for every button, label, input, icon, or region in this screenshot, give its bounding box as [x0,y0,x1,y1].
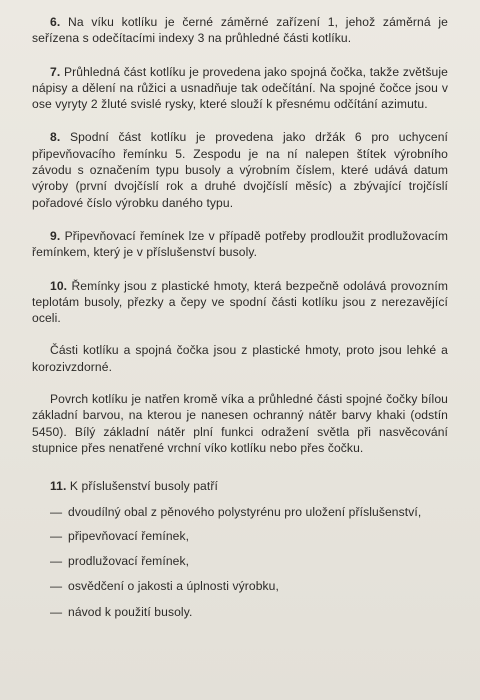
paragraph-10 [32,278,448,327]
list-item-text: osvědčení o jakosti a úplnosti výrobku, [68,579,279,594]
paragraph-surface [32,391,448,456]
list-item-text: připevňovací řemínek, [68,528,190,543]
list-item-text: návod k použití busoly. [68,604,193,619]
paragraph-9 [32,228,448,261]
paragraph-text: Řemínky jsou z plastické hmoty, která bezpečně odolává provozním teplotám busoly, přezky a čepy ve spodní části kotlíku jsou z nerezavějící oceli. [32,278,448,326]
paragraph-11 [32,478,448,494]
list-item-text: prodlužovací řemínek, [68,554,190,569]
paragraph-number: 7. [50,64,61,79]
accessories-list [32,504,448,620]
paragraph-materials [32,342,448,375]
paragraph-number: 6. [50,15,61,29]
dash-mark: — [50,579,63,594]
paragraph-6 [32,14,448,47]
list-item [32,528,448,544]
dash-mark: — [50,554,63,569]
paragraph-number: 10. [50,278,68,293]
paragraph-text: Průhledná část kotlíku je provedena jako spojná čočka, takže zvětšuje nápisy a dělení na růžici a usnadňuje tak odečítání. Na spojné čočce jsou v ose vyryty 2 žluté svislé rysky, které slouží k přesnému odčítání azimutu. [32,64,448,112]
list-item [32,553,448,569]
paragraph-number: 8. [50,130,61,145]
paragraph-number: 9. [50,228,61,243]
paragraph-number: 11. [50,479,67,494]
paragraph-7 [32,64,448,113]
dash-mark: — [50,504,63,519]
dash-mark: — [50,604,63,619]
paragraph-text: Části kotlíku a spojná čočka jsou z plastické hmoty, proto jsou lehké a korozivzdorné. [32,343,448,374]
paragraph-text: Povrch kotlíku je natřen kromě víka a průhledné části spojné čočky bílou základní barvou, na kterou je nanesen ochranný nátěr barvy khaki (odstín 5450). Bílý základní nátěr plní funkci odražení světla při nasvěcování stupnice přes nenatřené vrchní víko kotlíku nebo přes čočku. [32,392,448,455]
dash-mark: — [50,528,63,543]
list-item-text: dvoudílný obal z pěnového polystyrénu pro uložení příslušenství, [68,504,422,519]
paragraph-text: K příslušenství busoly patří [69,479,218,494]
list-item [32,504,448,520]
paragraph-text: Na víku kotlíku je černé záměrné zařízení 1, jehož záměrná je seřízena s odečítacími indexy 3 na průhledné části kotlíku. [32,15,448,46]
paragraph-text: Připevňovací řemínek lze v případě potřeby prodloužit prodlužovacím řemínkem, který je v příslušenství busoly. [32,228,448,260]
paragraph-8 [32,129,448,210]
list-item [32,578,448,594]
paragraph-text: Spodní část kotlíku je provedena jako držák 6 pro uchycení připevňovacího řemínku 5. Zespodu je na ní nalepen štítek výrobního závodu s označením typu busoly a výrobním číslem, které udává datum výroby (první dvojčíslí rok a druhé dvojčíslí měsíc) a zbývající trojčíslí pořadové číslo výrobku daného typu. [32,130,448,210]
list-item [32,604,448,620]
